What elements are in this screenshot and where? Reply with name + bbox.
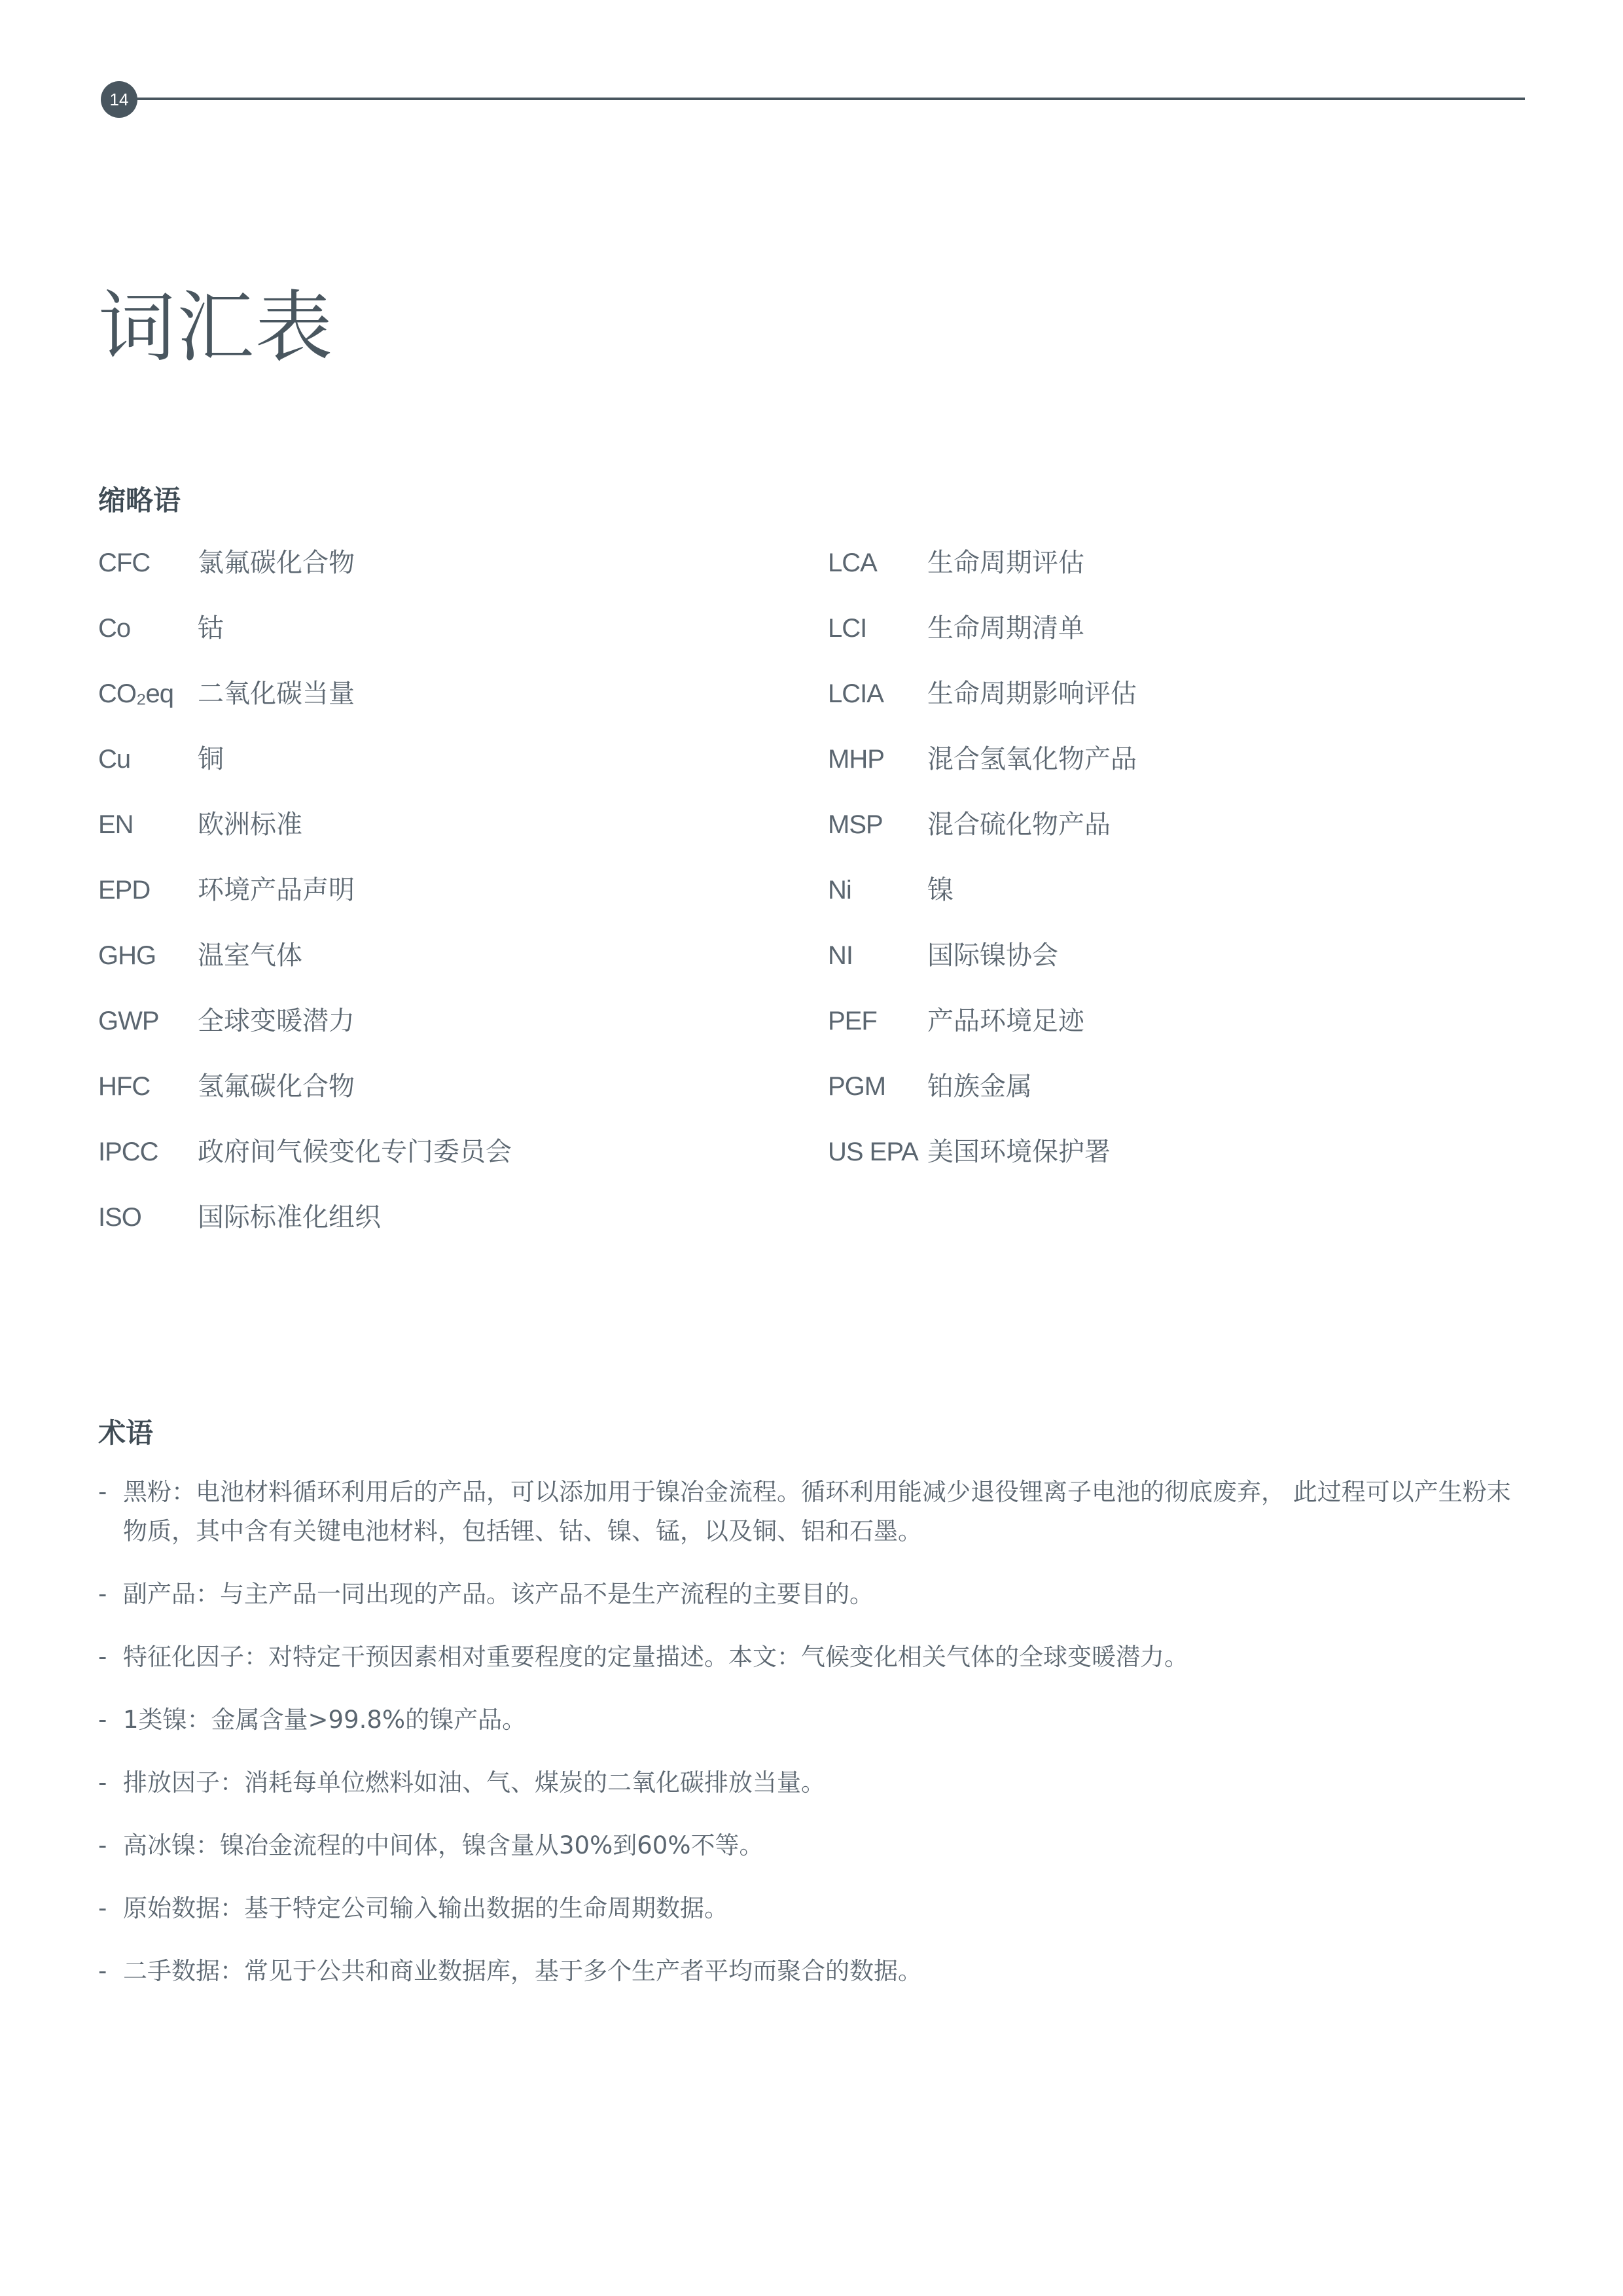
abbreviation-row bbox=[828, 936, 1137, 1001]
term-item bbox=[98, 1575, 1525, 1614]
abbreviation-row bbox=[98, 1198, 512, 1263]
list-dash: - bbox=[98, 1831, 107, 1859]
abbreviations-left-column bbox=[98, 543, 512, 1263]
term-item bbox=[98, 1826, 1525, 1865]
term-item bbox=[98, 1473, 1525, 1551]
abbreviation-term: 生命周期评估 bbox=[927, 548, 1084, 578]
abbreviation-code: Cu bbox=[98, 745, 131, 774]
list-dash: - bbox=[98, 1643, 107, 1671]
list-dash: - bbox=[98, 1478, 107, 1506]
abbreviation-row bbox=[98, 543, 512, 609]
abbreviation-term: 欧洲标准 bbox=[198, 810, 302, 840]
term-definition: 特征化因子：对特定干预因素相对重要程度的定量描述。本文：气候变化相关气体的全球变暖潜力。 bbox=[123, 1643, 1188, 1671]
abbreviation-code: NI bbox=[828, 941, 853, 970]
term-item bbox=[98, 1952, 1525, 1991]
abbreviations-right-column bbox=[828, 543, 1137, 1198]
header-rule bbox=[124, 98, 1525, 100]
abbreviation-term: 国际标准化组织 bbox=[198, 1202, 381, 1232]
abbreviation-row bbox=[98, 1132, 512, 1198]
terms-heading: 术语 bbox=[98, 1417, 154, 1449]
abbreviation-term: 混合氢氧化物产品 bbox=[927, 744, 1137, 774]
abbreviation-code: MSP bbox=[828, 810, 883, 839]
abbreviation-code: GHG bbox=[98, 941, 156, 970]
abbreviation-term: 温室气体 bbox=[198, 941, 302, 971]
page-title: 词汇表 bbox=[98, 282, 334, 372]
term-item bbox=[98, 1763, 1525, 1803]
abbreviation-term: 美国环境保护署 bbox=[927, 1137, 1111, 1167]
abbreviation-row bbox=[828, 740, 1137, 805]
abbreviation-row bbox=[828, 543, 1137, 609]
abbreviation-code: PGM bbox=[828, 1072, 886, 1101]
abbreviation-term: 政府间气候变化专门委员会 bbox=[198, 1137, 512, 1167]
term-definition: 副产品：与主产品一同出现的产品。该产品不是生产流程的主要目的。 bbox=[123, 1580, 874, 1608]
term-definition: 1类镍：金属含量>99.8%的镍产品。 bbox=[123, 1706, 527, 1734]
page-number-badge: 14 bbox=[101, 81, 137, 118]
list-dash: - bbox=[98, 1957, 107, 1985]
abbreviation-term: 国际镍协会 bbox=[927, 941, 1058, 971]
abbreviation-code: Co bbox=[98, 614, 131, 643]
list-dash: - bbox=[98, 1768, 107, 1797]
abbreviation-row bbox=[98, 740, 512, 805]
abbreviation-term: 产品环境足迹 bbox=[927, 1006, 1084, 1036]
list-dash: - bbox=[98, 1706, 107, 1734]
term-item bbox=[98, 1638, 1525, 1677]
abbreviation-code: MHP bbox=[828, 745, 884, 774]
abbreviation-code: Ni bbox=[828, 876, 851, 905]
abbreviation-code: IPCC bbox=[98, 1138, 158, 1166]
abbreviation-row bbox=[828, 674, 1137, 740]
abbreviation-term: 铜 bbox=[198, 744, 224, 774]
abbreviation-term: 混合硫化物产品 bbox=[927, 810, 1111, 840]
term-definition: 排放因子：消耗每单位燃料如油、气、煤炭的二氧化碳排放当量。 bbox=[123, 1768, 825, 1797]
term-definition: 原始数据：基于特定公司输入输出数据的生命周期数据。 bbox=[123, 1894, 728, 1922]
abbreviation-row bbox=[98, 1067, 512, 1132]
abbreviation-term: 镍 bbox=[927, 875, 954, 905]
abbreviation-term: 生命周期影响评估 bbox=[927, 679, 1137, 709]
abbreviation-term: 生命周期清单 bbox=[927, 613, 1084, 643]
abbreviation-term: 氯氟碳化合物 bbox=[198, 548, 355, 578]
abbreviation-row bbox=[98, 805, 512, 870]
abbreviation-code: HFC bbox=[98, 1072, 151, 1101]
abbreviation-code: CO₂eq bbox=[98, 679, 174, 708]
term-definition: 高冰镍：镍冶金流程的中间体，镍含量从30%到60%不等。 bbox=[123, 1831, 764, 1859]
term-definition: 二手数据：常见于公共和商业数据库，基于多个生产者平均而聚合的数据。 bbox=[123, 1957, 922, 1985]
term-item bbox=[98, 1889, 1525, 1928]
abbreviation-term: 二氧化碳当量 bbox=[198, 679, 355, 709]
abbreviation-code: US EPA bbox=[828, 1138, 918, 1166]
list-dash: - bbox=[98, 1894, 107, 1922]
term-definition: 黑粉：电池材料循环利用后的产品，可以添加用于镍冶金流程。循环利用能减少退役锂离子电池的彻底废弃， 此过程可以产生粉末物质，其中含有关键电池材料，包括锂、钴、镍、锰，以及铜、铝和石墨。 bbox=[123, 1478, 1511, 1545]
abbreviation-code: EN bbox=[98, 810, 134, 839]
terms-list bbox=[98, 1473, 1525, 2015]
abbreviation-code: EPD bbox=[98, 876, 151, 905]
abbreviation-row bbox=[828, 1132, 1137, 1198]
abbreviation-row bbox=[98, 936, 512, 1001]
abbreviation-code: LCIA bbox=[828, 679, 883, 708]
abbreviation-row bbox=[828, 870, 1137, 936]
abbreviations-heading: 缩略语 bbox=[98, 484, 181, 516]
abbreviation-row bbox=[828, 805, 1137, 870]
abbreviation-code: CFC bbox=[98, 548, 151, 577]
abbreviation-term: 钴 bbox=[198, 613, 224, 643]
abbreviation-code: ISO bbox=[98, 1203, 141, 1232]
list-dash: - bbox=[98, 1580, 107, 1608]
abbreviation-row bbox=[828, 1067, 1137, 1132]
abbreviation-term: 环境产品声明 bbox=[198, 875, 355, 905]
abbreviation-term: 氢氟碳化合物 bbox=[198, 1071, 355, 1102]
abbreviation-code: LCA bbox=[828, 548, 877, 577]
abbreviation-row bbox=[98, 674, 512, 740]
abbreviation-row bbox=[98, 609, 512, 674]
abbreviation-row bbox=[98, 870, 512, 936]
abbreviation-term: 全球变暖潜力 bbox=[198, 1006, 355, 1036]
abbreviation-term: 铂族金属 bbox=[927, 1071, 1032, 1102]
abbreviation-code: GWP bbox=[98, 1007, 159, 1035]
abbreviation-code: PEF bbox=[828, 1007, 877, 1035]
abbreviation-row bbox=[98, 1001, 512, 1067]
abbreviation-code: LCI bbox=[828, 614, 867, 643]
abbreviation-row bbox=[828, 609, 1137, 674]
term-item bbox=[98, 1700, 1525, 1740]
abbreviation-row bbox=[828, 1001, 1137, 1067]
